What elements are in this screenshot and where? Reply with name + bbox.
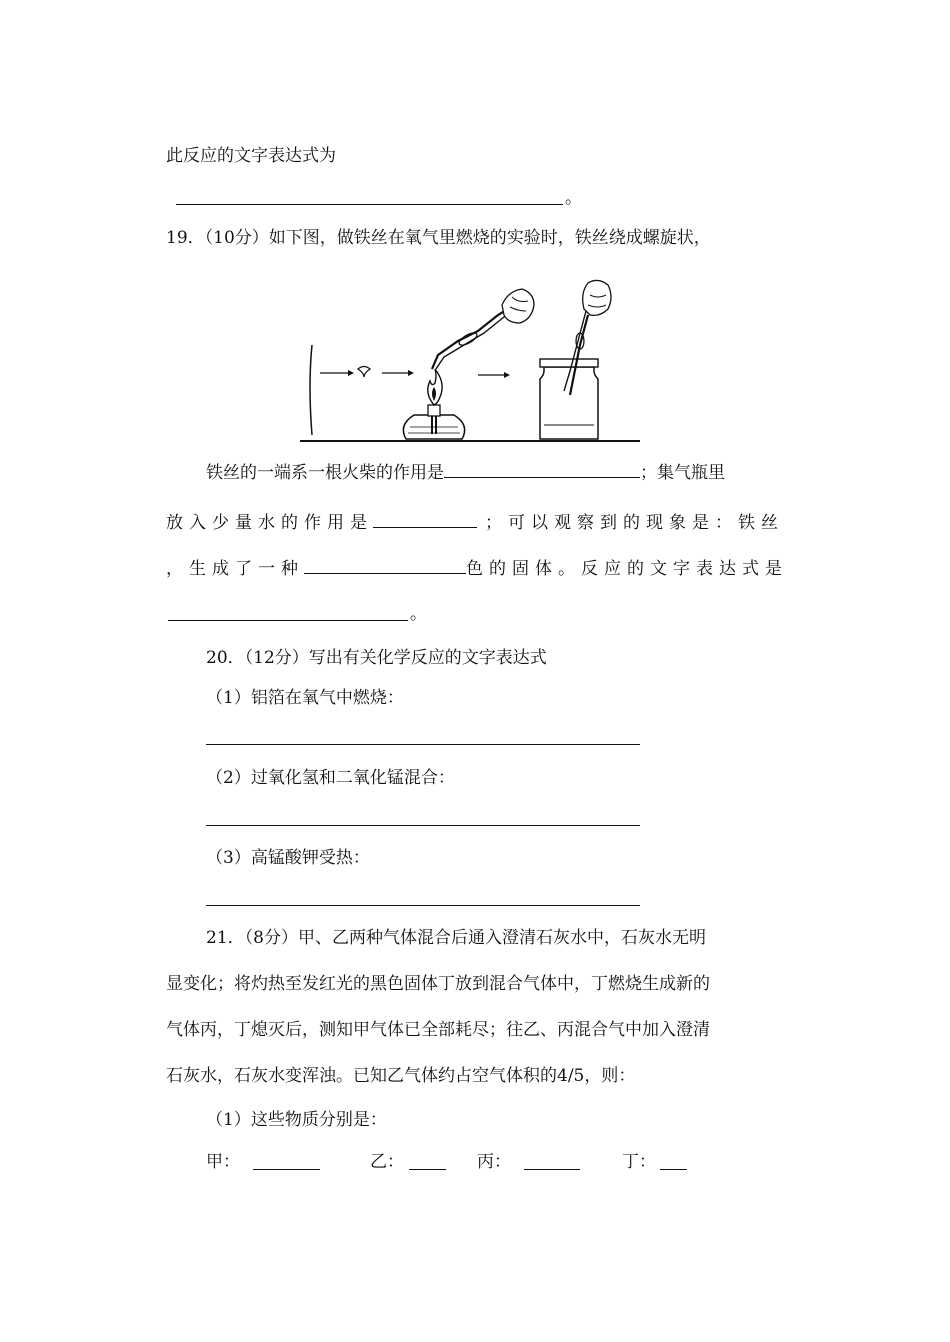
q19-period: 。: [410, 604, 427, 624]
answer-label-jia: 甲：: [206, 1152, 240, 1172]
q19-line-1: [206, 459, 725, 485]
answer-label-yi: 乙：: [370, 1152, 404, 1172]
iron-wire-experiment-figure: [298, 275, 643, 450]
q21-line-2: 显变化；将灼热至发红光的黑色固体丁放到混合气体中，丁燃烧生成新的: [166, 974, 710, 994]
q20-item-1: （1）铝箔在氧气中燃烧：: [206, 688, 404, 708]
q19-heading: 19．（10分）如下图，做铁丝在氧气里燃烧的实验时，铁丝绕成螺旋状，: [166, 228, 711, 248]
q19-line-3: [166, 555, 788, 581]
q19-observation-text: ；可以观察到的现象是：铁丝: [485, 513, 784, 533]
blank-jia[interactable]: [253, 1169, 320, 1170]
q20-item-3: （3）高锰酸钾受热：: [206, 848, 370, 868]
q21-line-1: 21．（8分）甲、乙两种气体混合后通入澄清石灰水中，石灰水无明: [206, 928, 706, 948]
answer-line-q20-3[interactable]: [206, 905, 640, 906]
q19-produced-text: ，生成了一种: [166, 559, 304, 579]
blank-match-purpose[interactable]: [444, 459, 640, 478]
blank-ding[interactable]: [660, 1169, 687, 1170]
blank-yi[interactable]: [409, 1169, 446, 1170]
blank-water-purpose[interactable]: [373, 509, 477, 528]
q21-sub-1: （1）这些物质分别是：: [206, 1110, 387, 1130]
q19-bottle-text: ；集气瓶里: [640, 463, 725, 483]
intro-text: 此反应的文字表达式为: [166, 146, 336, 166]
blank-solid-color[interactable]: [304, 555, 466, 574]
answer-label-ding: 丁：: [622, 1152, 656, 1172]
q21-line-3: 气体丙，丁熄灭后，测知甲气体已全部耗尽；往乙、丙混合气中加入澄清: [166, 1020, 710, 1040]
q20-item-2: （2）过氧化氢和二氧化锰混合：: [206, 768, 455, 788]
blank-bing[interactable]: [524, 1169, 580, 1170]
q19-line-2: [166, 509, 784, 535]
q21-line-4: 石灰水，石灰水变浑浊。已知乙气体约占空气体积的4/5，则：: [166, 1066, 636, 1086]
answer-label-bing: 丙：: [477, 1152, 511, 1172]
answer-line-q20-2[interactable]: [206, 825, 640, 826]
q19-expression-text: 色的固体。反应的文字表达式是: [466, 559, 788, 579]
answer-line-intro[interactable]: [176, 204, 563, 205]
answer-line-q19-expression[interactable]: [168, 620, 408, 621]
answer-line-q20-1[interactable]: [206, 744, 640, 745]
intro-period: 。: [565, 188, 582, 208]
q19-match-purpose-text: 铁丝的一端系一根火柴的作用是: [206, 463, 444, 483]
q19-water-purpose-text: 放入少量水的作用是: [166, 513, 373, 533]
q20-heading: 20．（12分）写出有关化学反应的文字表达式: [206, 648, 547, 668]
